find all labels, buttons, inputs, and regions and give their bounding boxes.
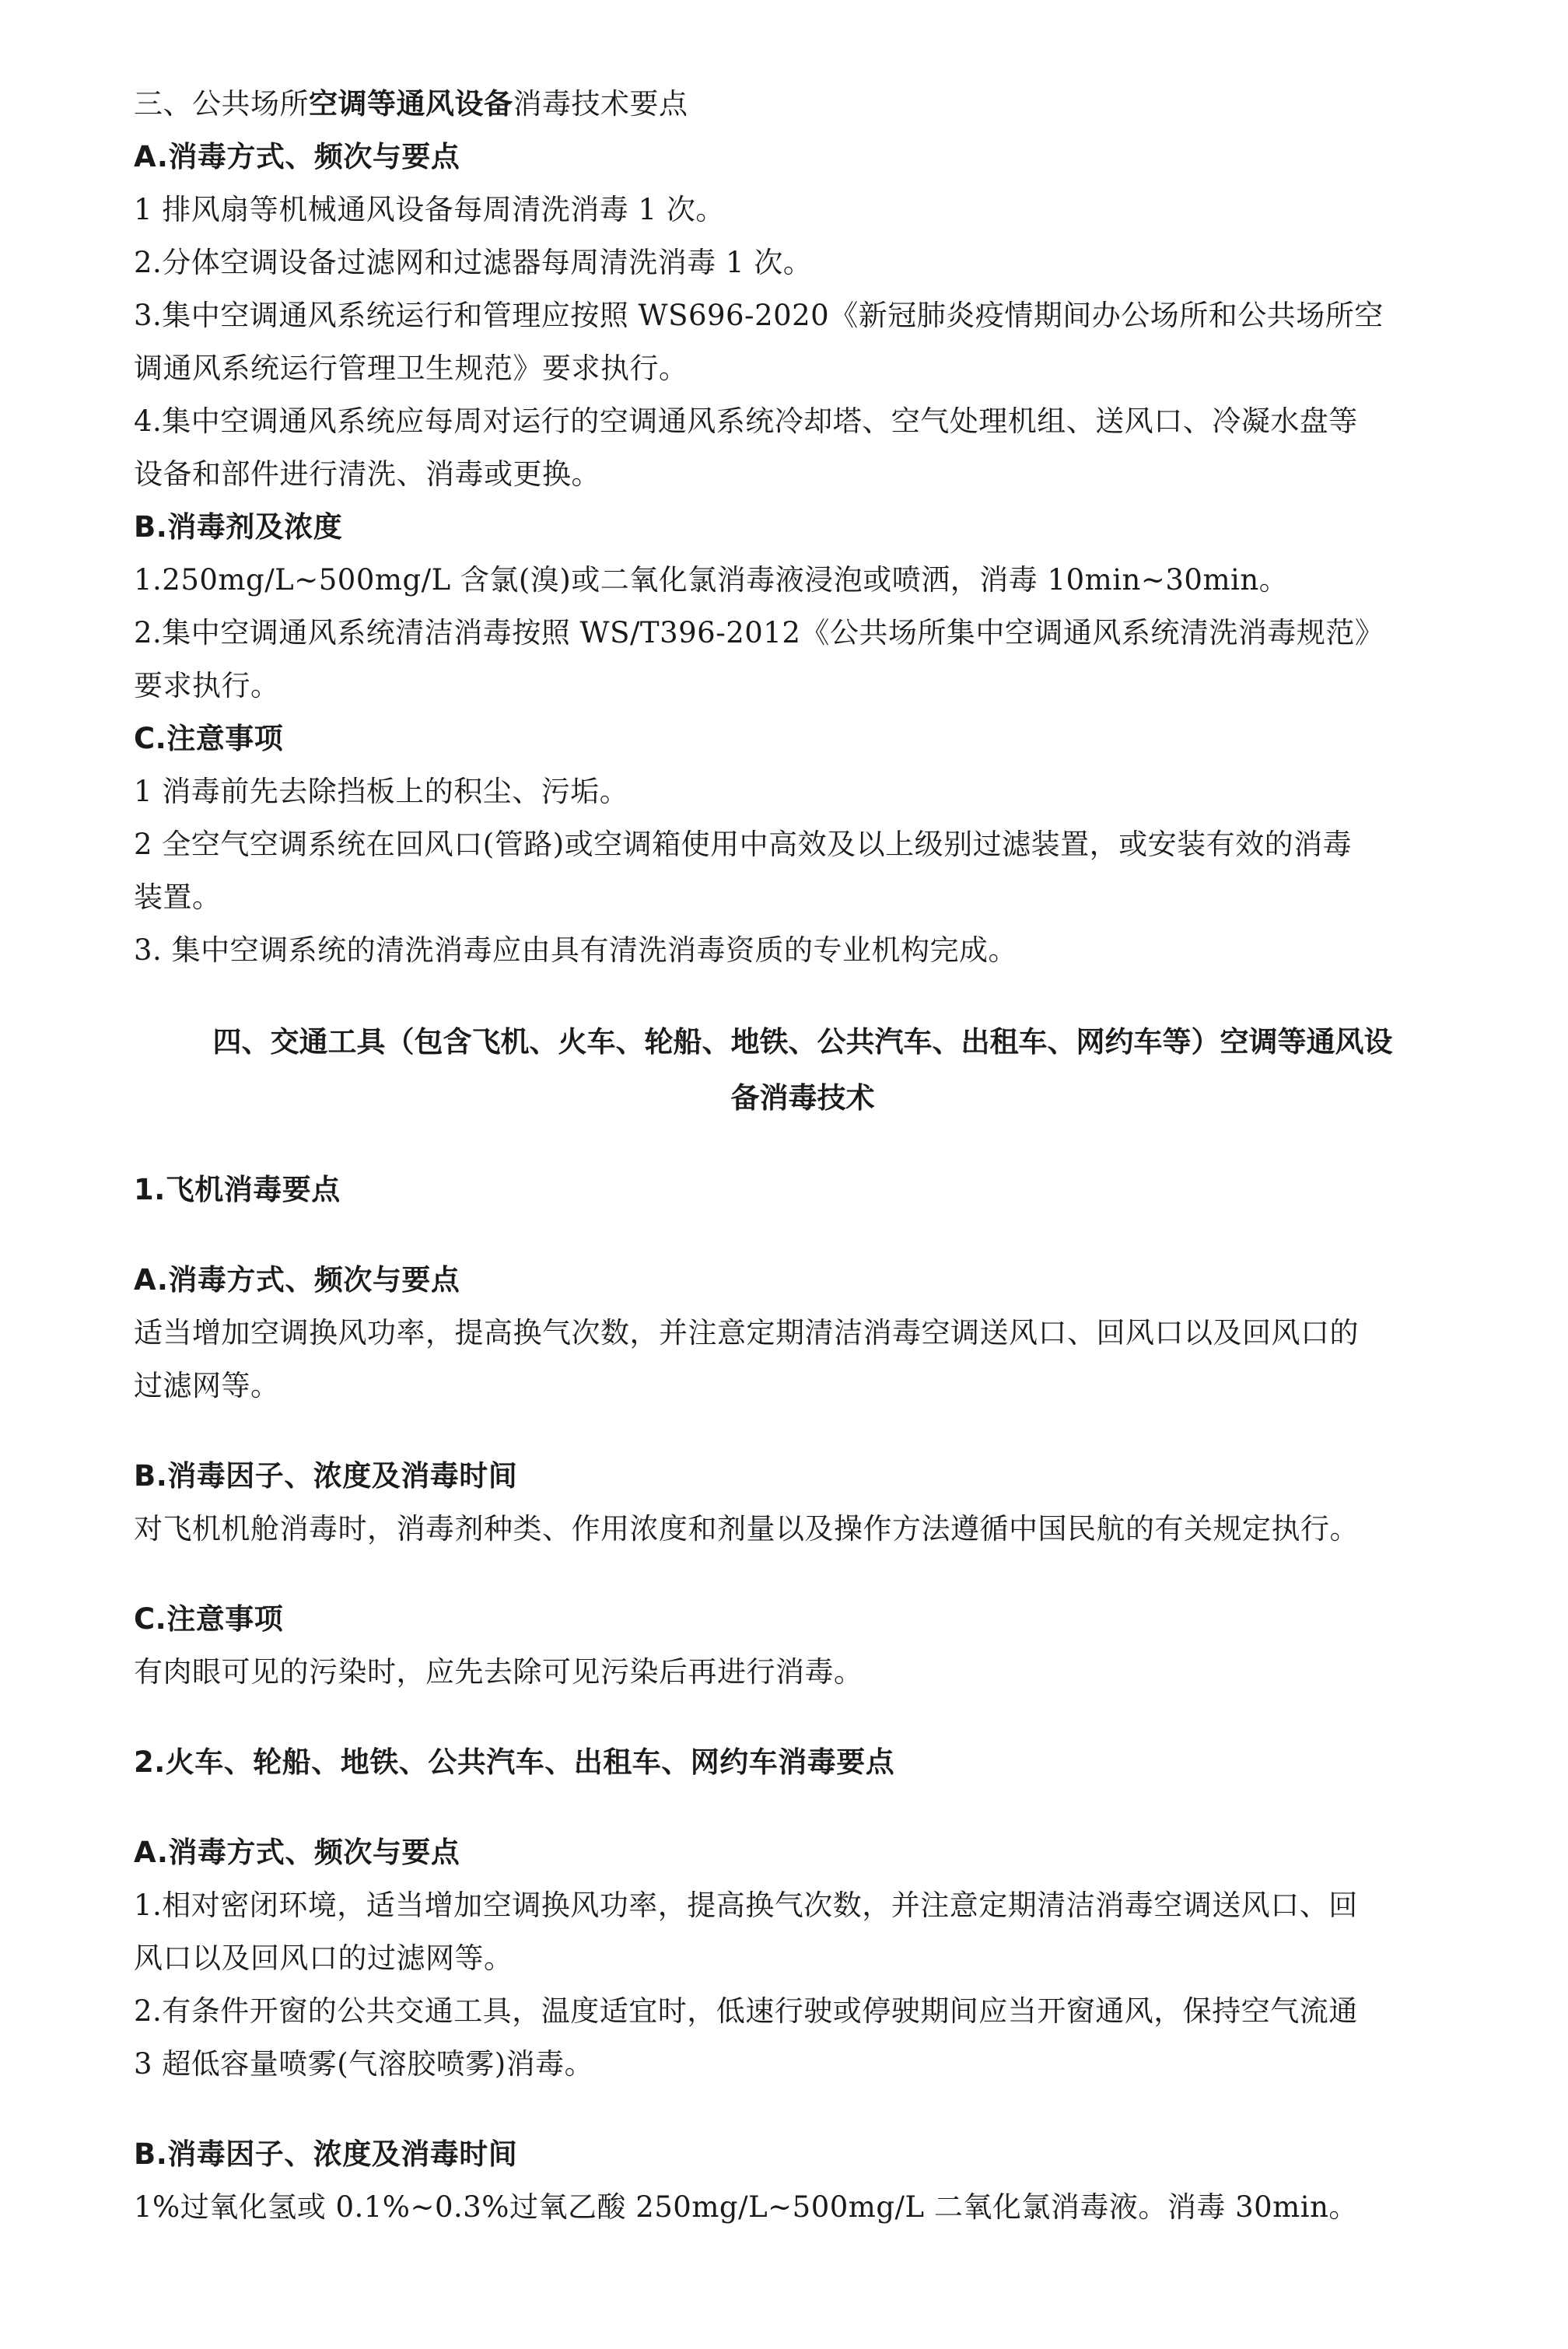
aircraft-a-heading: A.消毒方式、频次与要点 — [134, 1263, 460, 1297]
vehicles-a-item-1-line-1: 1.相对密闭环境，适当增加空调换风功率，提高换气次数，并注意定期清洁消毒空调送风口、回 — [134, 1889, 1358, 1922]
section-3-c-heading: C.注意事项 — [134, 722, 284, 755]
spacer — [134, 2091, 1472, 2128]
spacer — [134, 1217, 1472, 1254]
section-3-c-item-2-line-1: 2 全空气空调系统在回风口(管路)或空调箱使用中高效及以上级别过滤装置，或安装有效的消毒 — [134, 828, 1353, 861]
section-3-c-item-3: 3. 集中空调系统的清洗消毒应由具有清洗消毒资质的专业机构完成。 — [134, 933, 1018, 967]
section-3-title-prefix: 三、公共场所 — [134, 87, 309, 121]
document-page — [134, 78, 1472, 2234]
spacer — [134, 1126, 1472, 1164]
section-3-title-suffix: 消毒技术要点 — [513, 87, 688, 121]
section-3-a-item-4-line-1: 4.集中空调通风系统应每周对运行的空调通风系统冷却塔、空气处理机组、送风口、冷凝水盘等 — [134, 404, 1358, 438]
vehicles-a-item-3: 3 超低容量喷雾(气溶胶喷雾)消毒。 — [134, 2047, 594, 2081]
aircraft-b-heading: B.消毒因子、浓度及消毒时间 — [134, 1459, 518, 1493]
vehicles-a-item-1-line-2: 风口以及回风口的过滤网等。 — [134, 1941, 513, 1975]
section-3-title-bold: 空调等通风设备 — [309, 87, 513, 121]
vehicles-a-heading: A.消毒方式、频次与要点 — [134, 1836, 460, 1869]
section-4-title-line-1: 四、交通工具（包含飞机、火车、轮船、地铁、公共汽车、出租车、网约车等）空调等通风设 — [212, 1025, 1393, 1059]
section-3-a-item-1: 1 排风扇等机械通风设备每周清洗消毒 1 次。 — [134, 193, 725, 226]
spacer — [134, 1413, 1472, 1450]
vehicles-a-item-2: 2.有条件开窗的公共交通工具，温度适宜时，低速行驶或停驶期间应当开窗通风，保持空气流通 — [134, 1994, 1358, 2028]
section-4-title-line-2: 备消毒技术 — [730, 1081, 875, 1115]
section-3-c-item-1: 1 消毒前先去除挡板上的积尘、污垢。 — [134, 775, 629, 808]
spacer — [134, 977, 1472, 1014]
vehicles-b-item-1: 1%过氧化氢或 0.1%~0.3%过氧乙酸 250mg/L~500mg/L 二氧化氯消毒液。消毒 30min。 — [134, 2190, 1358, 2224]
section-3-a-item-4-line-2: 设备和部件进行清洗、消毒或更换。 — [134, 457, 600, 491]
aircraft-a-line-2: 过滤网等。 — [134, 1369, 280, 1402]
section-3-title — [134, 78, 1472, 131]
section-3-a-heading: A.消毒方式、频次与要点 — [134, 140, 460, 173]
aircraft-c-heading: C.注意事项 — [134, 1602, 284, 1636]
section-3-b-item-1: 1.250mg/L~500mg/L 含氯(溴)或二氧化氯消毒液浸泡或喷洒，消毒 10min~30min。 — [134, 563, 1289, 597]
section-3-c-item-2-line-2: 装置。 — [134, 880, 222, 914]
section-3-a-item-2: 2.分体空调设备过滤网和过滤器每周清洗消毒 1 次。 — [134, 246, 813, 279]
vehicles-b-heading: B.消毒因子、浓度及消毒时间 — [134, 2137, 518, 2171]
section-3-b-item-2-line-2: 要求执行。 — [134, 669, 280, 702]
section-3-b-item-2-line-1: 2.集中空调通风系统清洁消毒按照 WS/T396-2012《公共场所集中空调通风系统清洗消毒规范》 — [134, 616, 1384, 649]
spacer — [134, 1699, 1472, 1736]
section-3-b-heading: B.消毒剂及浓度 — [134, 510, 343, 544]
spacer — [134, 1789, 1472, 1826]
aircraft-heading: 1.飞机消毒要点 — [134, 1173, 341, 1206]
aircraft-b-item-1: 对飞机机舱消毒时，消毒剂种类、作用浓度和剂量以及操作方法遵循中国民航的有关规定执行。 — [134, 1512, 1359, 1546]
spacer — [134, 1556, 1472, 1593]
vehicles-heading: 2.火车、轮船、地铁、公共汽车、出租车、网约车消毒要点 — [134, 1745, 895, 1779]
aircraft-a-line-1: 适当增加空调换风功率，提高换气次数，并注意定期清洁消毒空调送风口、回风口以及回风口的 — [134, 1316, 1359, 1350]
aircraft-c-item-1: 有肉眼可见的污染时，应先去除可见污染后再进行消毒。 — [134, 1655, 863, 1689]
section-3-a-item-3-line-1: 3.集中空调通风系统运行和管理应按照 WS696-2020《新冠肺炎疫情期间办公场所和公共场所空 — [134, 299, 1384, 332]
section-3-a-item-3-line-2: 调通风系统运行管理卫生规范》要求执行。 — [134, 352, 688, 385]
